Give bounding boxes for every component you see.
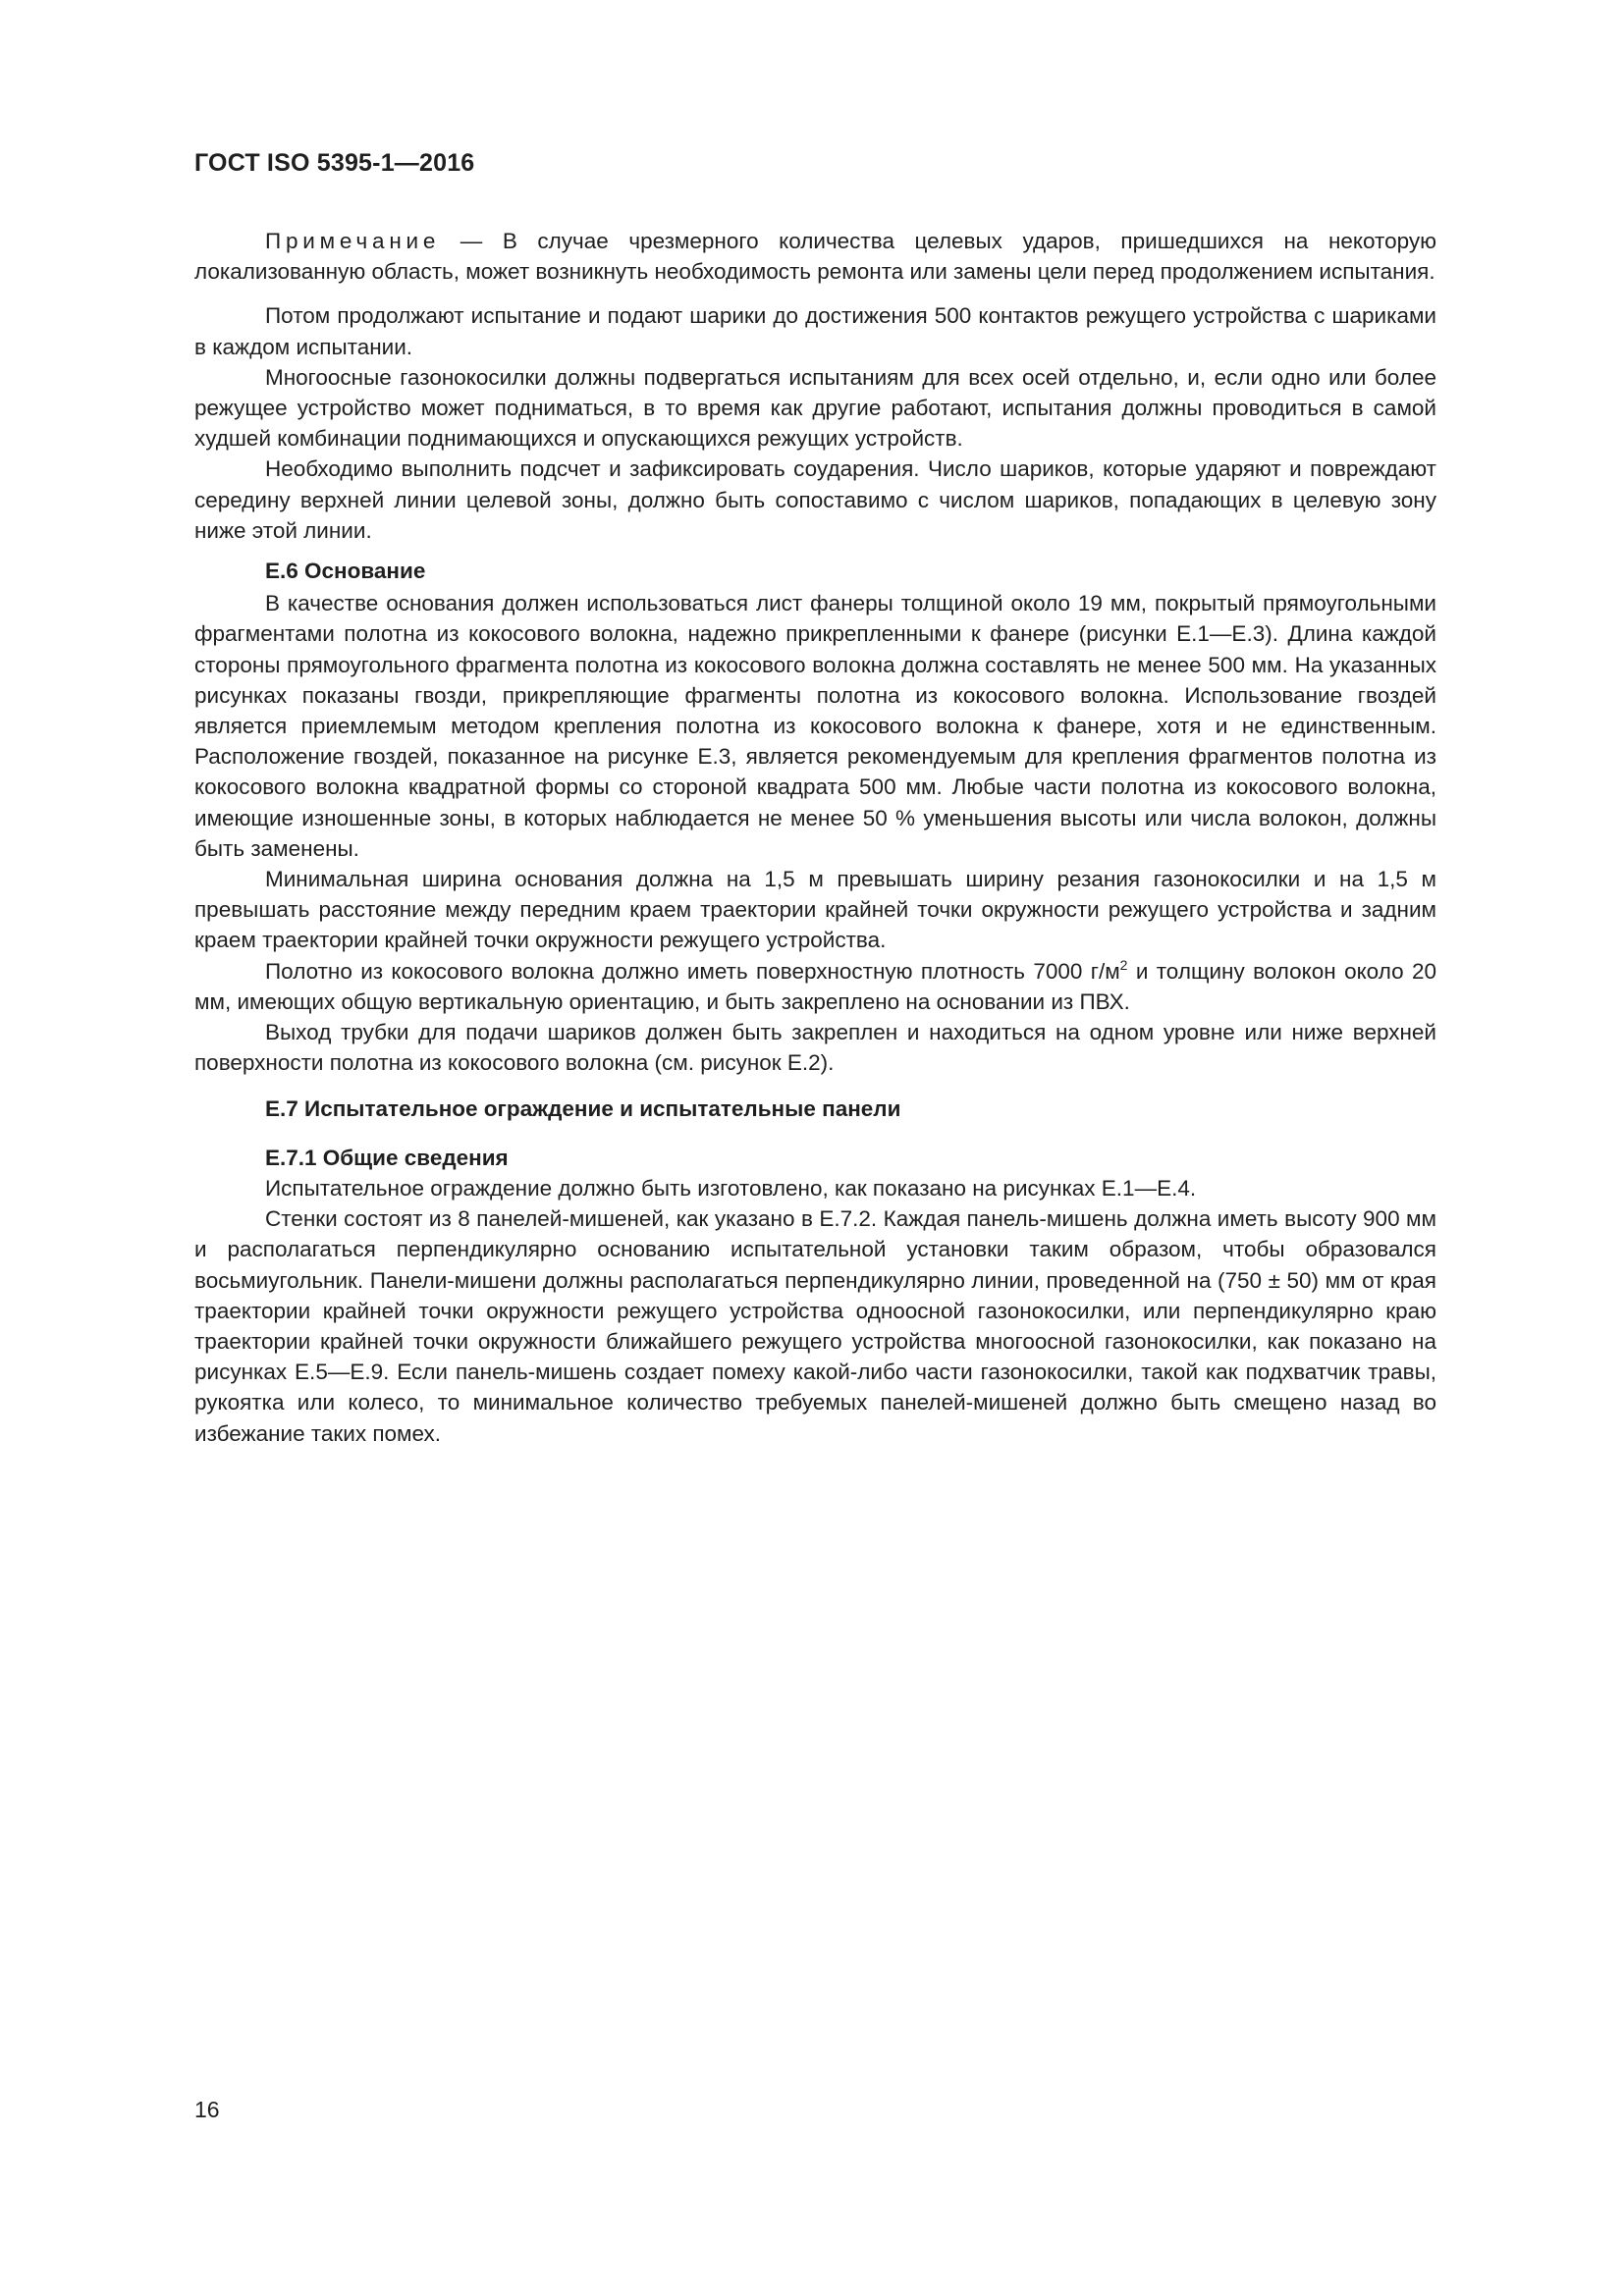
paragraph-multi-axis: Многоосные газонокосилки должны подвергаться испытаниям для всех осей отдельно, и, если одно или более режущее устройство может подниматься, в то время как другие работают, испытания должны проводиться в самой худшей комбинации поднимающихся и опускающихся режущих устройств.: [194, 364, 1436, 452]
paragraph-continue-test: Потом продолжают испытание и подают шарики до достижения 500 контактов режущего устройства с шариками в каждом испытании.: [194, 303, 1436, 359]
note-paragraph: [194, 226, 1436, 287]
paragraph-tube-outlet: Выход трубки для подачи шариков должен быть закреплен и находиться на одном уровне или ниже верхней поверхности полотна из кокосового волокна (см. рисунок Е.2).: [194, 1020, 1436, 1076]
paragraph-target-panels: Стенки состоят из 8 панелей-мишеней, как указано в Е.7.2. Каждая панель-мишень должна иметь высоту 900 мм и располагаться перпендикулярно основанию испытательной установки таким образом, чтобы образовался восьмиугольник. Панели-мишени должны располагаться перпендикулярно линии, проведенной на (750 ± 50) мм от края траектории крайней точки окружности режущего устройства одноосной газонокосилки, или перпендикулярно краю траектории крайней точки окружности ближайшего режущего устройства многоосной газонокосилки, как показано на рисунках Е.5—Е.9. Если панель-мишень создает помеху какой-либо части газонокосилки, такой как подхватчик травы, рукоятка или колесо, то минимальное количество требуемых панелей-мишеней должно быть смещено назад во избежание таких помех.: [194, 1206, 1436, 1446]
paragraph-coir-density: [194, 956, 1436, 1017]
page-number: 16: [194, 2097, 220, 2122]
paragraph-count-impacts: Необходимо выполнить подсчет и зафиксировать соударения. Число шариков, которые ударяют и повреждают середину верхней линии целевой зоны, должно быть сопоставимо с числом шариков, попадающих в целевую зону ниже этой линии.: [194, 456, 1436, 543]
coir-density-text-end: и толщину волокон около 20 мм, имеющих общую вертикальную ориентацию, и быть закреплено на основании из ПВХ.: [194, 958, 1436, 1014]
section-heading-e7-1: Е.7.1 Общие сведения: [265, 1145, 509, 1170]
paragraph-base-width: Минимальная ширина основания должна на 1,5 м превышать ширину резания газонокосилки и на 1,5 м превышать расстояние между передним краем траектории крайней точки окружности режущего устройства и задним краем траектории крайней точки окружности режущего устройства.: [194, 867, 1436, 953]
section-heading-e7: Е.7 Испытательное ограждение и испытательные панели: [265, 1096, 901, 1122]
note-label: Примечание: [265, 229, 441, 253]
section-heading-e6: Е.6 Основание: [265, 559, 426, 584]
paragraph-base-plywood: В качестве основания должен использоваться лист фанеры толщиной около 19 мм, покрытый прямоугольными фрагментами полотна из кокосового волокна, надежно прикрепленными к фанере (рисунки Е.1—Е.3). Длина каждой стороны прямоугольного фрагмента полотна из кокосового волокна должна составлять не менее 500 мм. На указанных рисунках показаны гвозди, прикрепляющие фрагменты полотна из кокосового волокна. Использование гвоздей является приемлемым методом крепления полотна из кокосового волокна к фанере, хотя и не единственным. Расположение гвоздей, показанное на рисунке Е.3, является рекомендуемым для крепления фрагментов полотна из кокосового волокна квадратной формы со стороной квадрата 500 мм. Любые части полотна из кокосового волокна, имеющие изношенные зоны, в которых наблюдается не менее 50 % уменьшения высоты или числа волокон, должны быть заменены.: [194, 591, 1436, 861]
superscript-2: 2: [1119, 956, 1128, 973]
document-body: [194, 226, 1436, 1449]
coir-density-text: Полотно из кокосового волокна должно иметь поверхностную плотность 7000 г/м: [265, 958, 1120, 984]
document-header: ГОСТ ISO 5395-1—2016: [194, 149, 475, 177]
paragraph-enclosure-made: Испытательное ограждение должно быть изготовлено, как показано на рисунках Е.1—Е.4.: [265, 1175, 1197, 1201]
note-text: — В случае чрезмерного количества целевых ударов, пришедшихся на некоторую локализованную область, может возникнуть необходимость ремонта или замены цели перед продолжением испытания.: [194, 229, 1436, 285]
